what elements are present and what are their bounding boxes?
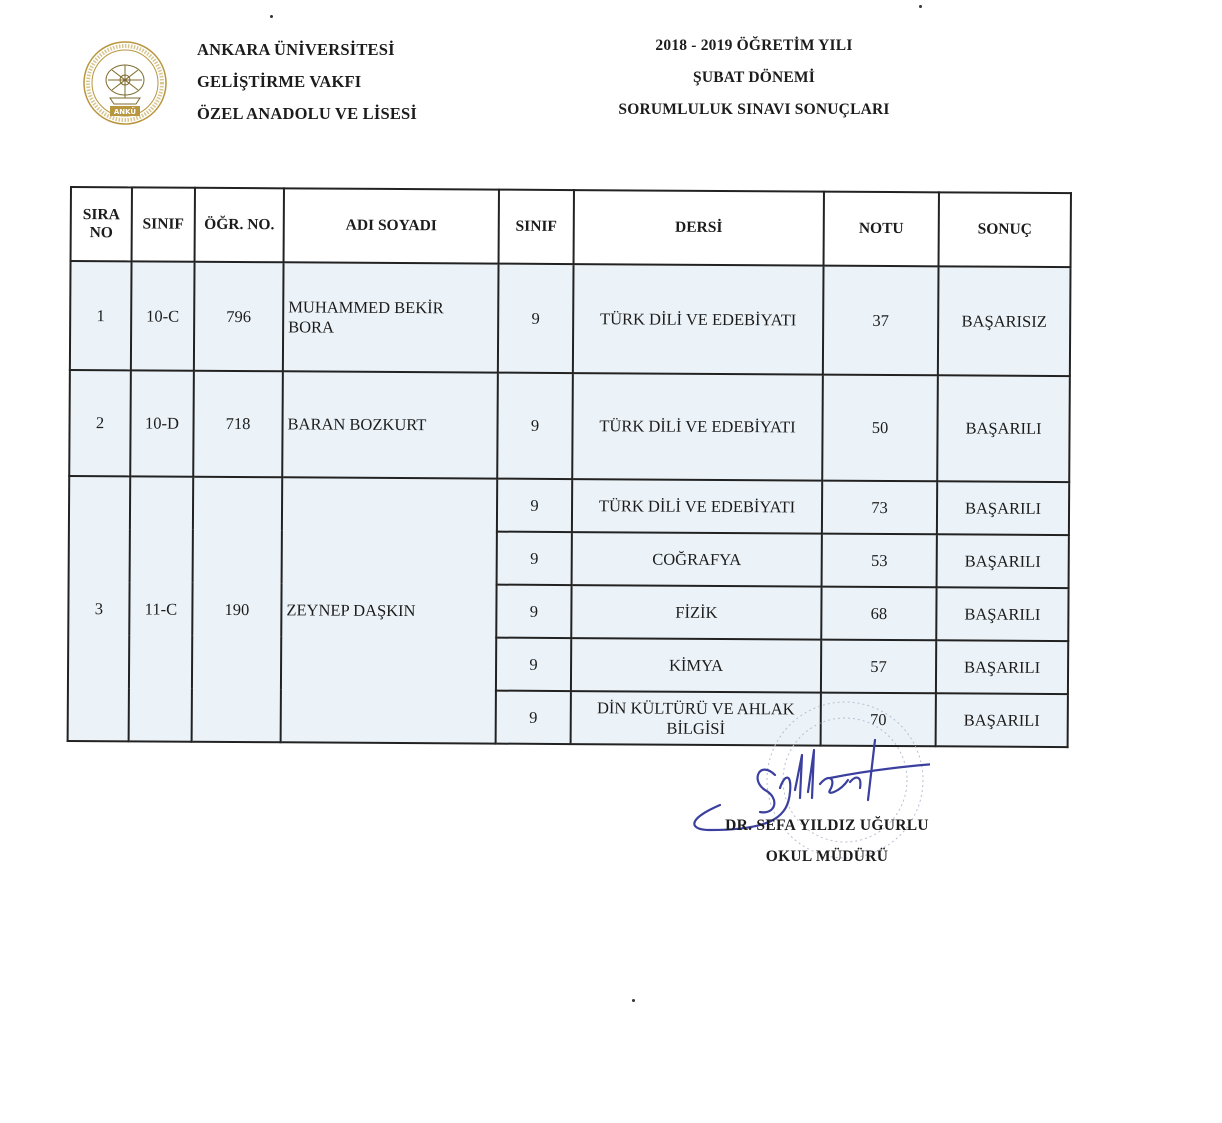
results-table: [67, 186, 1072, 748]
table-row: [69, 476, 1069, 535]
cell-student-name: MUHAMMED BEKİR BORA: [283, 262, 499, 372]
cell-notu: 37: [823, 266, 939, 376]
cell-dersi: DİN KÜLTÜRÜ VE AHLAK BİLGİSİ: [571, 691, 821, 746]
header-sonuc: SONUÇ: [939, 192, 1071, 267]
cell-ders-sinif: 9: [497, 373, 573, 479]
cell-ders-sinif: 9: [496, 585, 571, 638]
header-notu: NOTU: [824, 192, 939, 267]
header-ogr-no: ÖĞR. NO.: [195, 188, 284, 263]
signature-block: [712, 814, 942, 876]
title-line-2: ŞUBAT DÖNEMİ: [693, 69, 815, 86]
header-sira-no: SIRA NO: [71, 187, 132, 261]
cell-sonuc: BAŞARILI: [937, 534, 1069, 588]
signer-role: OKUL MÜDÜRÜ: [765, 848, 889, 865]
cell-sonuc: BAŞARILI: [936, 640, 1068, 694]
table-header-row: [71, 187, 1071, 267]
scan-speck: [270, 15, 273, 18]
cell-sonuc: BAŞARISIZ: [938, 266, 1071, 376]
school-logo: [82, 40, 168, 126]
cell-ogr-no: 190: [192, 477, 283, 743]
cell-sonuc: BAŞARILI: [937, 481, 1069, 535]
cell-dersi: KİMYA: [571, 638, 821, 693]
cell-sonuc: BAŞARILI: [937, 375, 1070, 482]
cell-sonuc: BAŞARILI: [936, 693, 1068, 747]
cell-notu: 50: [822, 375, 938, 482]
cell-notu: 57: [821, 640, 936, 694]
cell-dersi: FİZİK: [571, 585, 821, 640]
document-title: [560, 34, 948, 130]
cell-sinif: 11-C: [129, 476, 194, 741]
cell-sonuc: BAŞARILI: [936, 587, 1068, 641]
header-dersi: DERSİ: [574, 190, 824, 266]
cell-sira: 3: [68, 476, 131, 741]
cell-ders-sinif: 9: [496, 638, 571, 691]
signer-name: DR. SEFA YILDIZ UĞURLU: [725, 817, 929, 834]
school-name-block: [197, 38, 417, 134]
cell-ders-sinif: 9: [498, 264, 574, 373]
title-line-1: 2018 - 2019 ÖĞRETİM YILI: [655, 37, 853, 54]
school-line-3: ÖZEL ANADOLU VE LİSESİ: [197, 104, 418, 123]
cell-student-name: BARAN BOZKURT: [282, 371, 498, 478]
scan-speck: [919, 5, 922, 8]
cell-dersi: TÜRK DİLİ VE EDEBİYATI: [572, 479, 822, 534]
school-line-1: ANKARA ÜNİVERSİTESİ: [197, 40, 395, 59]
header-ders-sinif: SINIF: [499, 190, 574, 264]
logo-label: ANKÜ: [113, 108, 137, 116]
cell-notu: 68: [821, 587, 936, 641]
cell-sira: 2: [69, 370, 131, 476]
cell-sinif: 10-C: [131, 261, 195, 370]
cell-ders-sinif: 9: [496, 691, 571, 744]
scan-speck: [632, 999, 635, 1002]
cell-sinif: 10-D: [130, 370, 194, 476]
cell-dersi: TÜRK DİLİ VE EDEBİYATI: [572, 373, 823, 481]
cell-notu: 53: [822, 534, 937, 588]
table-row: [70, 261, 1071, 376]
cell-student-name: ZEYNEP DAŞKIN: [281, 477, 498, 743]
header-sinif: SINIF: [132, 187, 195, 261]
cell-ogr-no: 718: [193, 371, 283, 478]
cell-ders-sinif: 9: [497, 479, 572, 532]
header-adi-soyadi: ADI SOYADI: [284, 188, 499, 263]
title-line-3: SORUMLULUK SINAVI SONUÇLARI: [618, 101, 890, 118]
cell-notu: 73: [822, 481, 937, 535]
cell-ogr-no: 796: [194, 262, 284, 372]
cell-notu: 70: [821, 693, 936, 747]
cell-dersi: COĞRAFYA: [572, 532, 822, 587]
school-line-2: GELİŞTİRME VAKFI: [197, 72, 362, 91]
table-row: [69, 370, 1070, 482]
cell-ders-sinif: 9: [497, 532, 572, 585]
cell-sira: 1: [70, 261, 132, 370]
cell-dersi: TÜRK DİLİ VE EDEBİYATI: [573, 264, 824, 375]
